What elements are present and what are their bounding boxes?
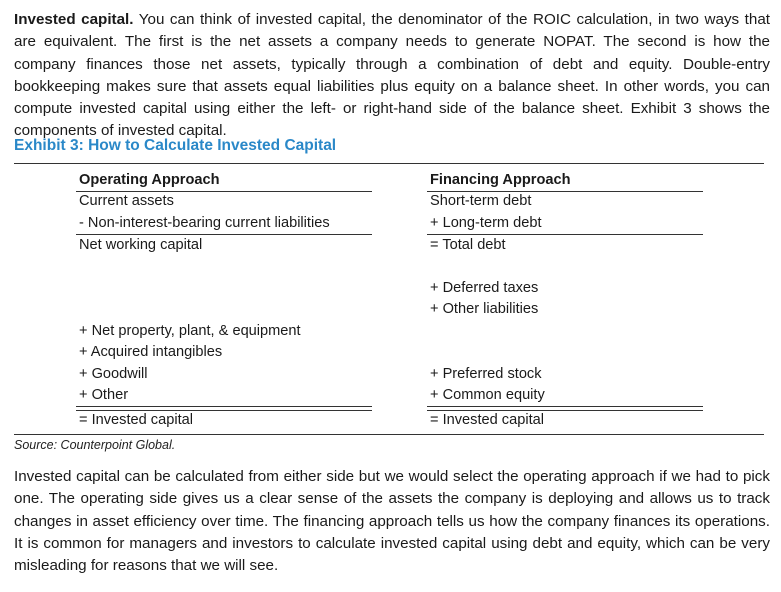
financing-row: + Long-term debt (430, 215, 542, 231)
exhibit-title: Exhibit 3: How to Calculate Invested Capital (14, 137, 337, 154)
intro-lead: Invested capital. (14, 11, 134, 28)
table-top-rule (14, 163, 764, 164)
exhibit-source: Source: Counterpoint Global. (14, 438, 176, 452)
intro-text: You can think of invested capital, the denominator of the ROIC calculation, in two ways that are equivalent. The first is the net assets a company needs to generate NOPAT. The second is how the company finances those net assets, typically through a combination of debt and equity. Double-entry bookkeeping makes sure that assets equal liabilities plus equity on a balance sheet. In other words, you can compute invested capital using either the left- or right-hand side of the balance sheet. Exhibit 3 shows the components of invested capital. (14, 11, 770, 140)
financing-row: + Other liabilities (430, 301, 539, 317)
operating-row: + Goodwill (79, 366, 148, 382)
operating-total: = Invested capital (79, 412, 193, 428)
financing-subtotal-rule (427, 234, 703, 235)
table-bottom-rule (14, 434, 764, 435)
financing-total: = Invested capital (430, 412, 544, 428)
conclusion-paragraph: Invested capital can be calculated from either side but we would select the operating approach if we had to pick one. The operating side gives us a clear sense of the assets the company is deploying and allows us to track changes in asset efficiency over time. The financing approach tells us how the company finances its operations. It is common for managers and investors to calculate invested capital using debt and equity, which can be very misleading for reasons that we will see. (14, 468, 770, 575)
operating-row: + Acquired intangibles (79, 344, 223, 360)
operating-row: Net working capital (79, 237, 203, 253)
operating-row: Current assets (79, 193, 174, 209)
financing-row: + Preferred stock (430, 366, 542, 382)
intro-paragraph (14, 9, 770, 143)
operating-header: Operating Approach (79, 172, 220, 188)
operating-row: + Other (79, 387, 129, 403)
financing-row: Short-term debt (430, 193, 532, 209)
financing-row: = Total debt (430, 237, 506, 253)
operating-row: + Net property, plant, & equipment (79, 323, 301, 339)
financing-header: Financing Approach (430, 172, 571, 188)
financing-row: + Common equity (430, 387, 545, 403)
operating-row: - Non-interest-bearing current liabilities (79, 215, 330, 231)
operating-subtotal-rule (76, 234, 372, 235)
financing-row: + Deferred taxes (430, 280, 539, 296)
